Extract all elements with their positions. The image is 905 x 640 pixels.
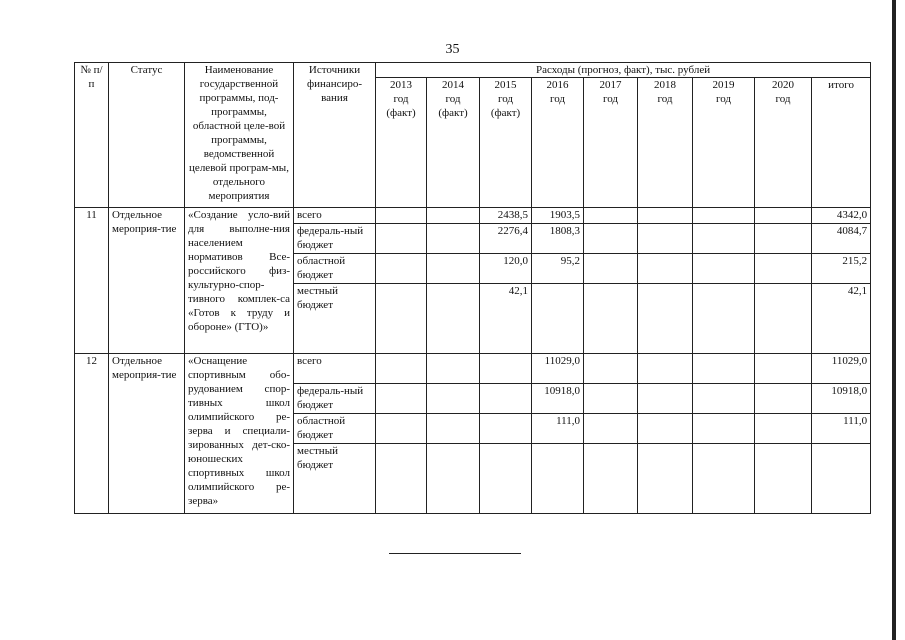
row-total: 10918,0 [812, 384, 871, 414]
header-year-year: 2019 [712, 79, 735, 91]
footnote-divider [389, 553, 521, 554]
row-value-2014 [427, 208, 480, 224]
row-value-2015: 2438,5 [480, 208, 532, 224]
row-value-2020 [755, 414, 812, 444]
row-value-2014 [427, 224, 480, 254]
row-value-2015 [480, 354, 532, 384]
row-value-2014 [427, 384, 480, 414]
row-source: всего [294, 354, 376, 384]
header-year-year: 2016 [546, 79, 569, 91]
row-value-2017 [584, 414, 638, 444]
row-value-2015: 2276,4 [480, 224, 532, 254]
table-header [75, 63, 871, 208]
row-value-2017 [584, 444, 638, 514]
header-year-year: 2020 [772, 79, 794, 91]
header-source: Источники финансиро-вания [294, 63, 376, 208]
row-value-2015 [480, 444, 532, 514]
row-value-2014 [427, 354, 480, 384]
row-value-2020 [755, 444, 812, 514]
row-source: местный бюджет [294, 284, 376, 354]
row-value-2019 [693, 284, 755, 354]
row-value-2017 [584, 384, 638, 414]
header-status: Статус [109, 63, 185, 208]
row-value-2016 [532, 444, 584, 514]
row-value-2019 [693, 254, 755, 284]
row-value-2017 [584, 284, 638, 354]
row-num: 12 [75, 354, 109, 514]
row-value-2020 [755, 284, 812, 354]
row-value-2016: 95,2 [532, 254, 584, 284]
row-value-2019 [693, 444, 755, 514]
header-year-kind: (факт) [438, 107, 468, 119]
row-value-2020 [755, 254, 812, 284]
row-num: 11 [75, 208, 109, 354]
header-year-2020 [755, 78, 812, 208]
row-value-2018 [638, 414, 693, 444]
row-value-2018 [638, 284, 693, 354]
row-source: местный бюджет [294, 444, 376, 514]
row-value-2019 [693, 384, 755, 414]
row-total: 4342,0 [812, 208, 871, 224]
row-value-2013 [376, 224, 427, 254]
header-year-year: 2013 [390, 79, 412, 91]
header-year-year: 2018 [654, 79, 676, 91]
header-row-top [75, 63, 871, 78]
row-total: 11029,0 [812, 354, 871, 384]
row-source: федераль-ный бюджет [294, 384, 376, 414]
row-value-2019 [693, 354, 755, 384]
row-total: 42,1 [812, 284, 871, 354]
header-year-2014 [427, 78, 480, 208]
header-year-2018 [638, 78, 693, 208]
row-value-2013 [376, 284, 427, 354]
header-total: итого [812, 78, 871, 208]
header-num: № п/п [75, 63, 109, 208]
row-value-2015: 42,1 [480, 284, 532, 354]
header-year-2017 [584, 78, 638, 208]
header-year-year: 2014 [442, 79, 464, 91]
row-value-2016: 111,0 [532, 414, 584, 444]
row-value-2014 [427, 284, 480, 354]
page-edge-line [892, 0, 896, 640]
row-source: областной бюджет [294, 414, 376, 444]
header-year-unit: год [602, 93, 619, 105]
header-expenses: Расходы (прогноз, факт), тыс. рублей [376, 63, 871, 78]
row-value-2017 [584, 254, 638, 284]
row-value-2015: 120,0 [480, 254, 532, 284]
row-value-2019 [693, 224, 755, 254]
header-year-unit: год [549, 93, 566, 105]
header-year-2016 [532, 78, 584, 208]
row-value-2013 [376, 208, 427, 224]
row-value-2018 [638, 208, 693, 224]
header-year-2013 [376, 78, 427, 208]
row-value-2013 [376, 254, 427, 284]
row-value-2018 [638, 354, 693, 384]
row-value-2020 [755, 384, 812, 414]
row-total: 215,2 [812, 254, 871, 284]
row-value-2014 [427, 444, 480, 514]
row-source: областной бюджет [294, 254, 376, 284]
row-source: федераль-ный бюджет [294, 224, 376, 254]
table-body [75, 208, 871, 514]
row-value-2013 [376, 384, 427, 414]
row-total: 111,0 [812, 414, 871, 444]
header-year-kind: (факт) [490, 107, 521, 119]
header-name: Наименование государственной программы, под-программы, областной целе-вой программы, ведомственной целевой програм-мы, отдельного мероприятия [185, 63, 294, 208]
header-year-year: 2017 [599, 79, 622, 91]
row-name: «Создание усло-вий для выполне-ния населением нормативов Все-российского физ-культурно-спор-тивного комплек-са «Готов к труду и обороне» (ГТО)» [185, 208, 294, 354]
row-status: Отдельное мероприя-тие [109, 208, 185, 354]
row-value-2017 [584, 354, 638, 384]
header-year-2019 [693, 78, 755, 208]
row-value-2016: 1808,3 [532, 224, 584, 254]
page-number: 35 [445, 42, 460, 57]
row-value-2019 [693, 414, 755, 444]
row-value-2016: 11029,0 [532, 354, 584, 384]
row-value-2019 [693, 208, 755, 224]
header-year-year: 2015 [494, 79, 517, 91]
header-year-2015 [480, 78, 532, 208]
header-year-unit: год [393, 93, 409, 105]
row-total [812, 444, 871, 514]
row-value-2013 [376, 354, 427, 384]
row-value-2018 [638, 384, 693, 414]
row-value-2015 [480, 414, 532, 444]
table-row [75, 354, 871, 384]
header-year-unit: год [775, 93, 791, 105]
row-value-2013 [376, 414, 427, 444]
budget-table [74, 62, 871, 514]
header-year-unit: год [445, 93, 461, 105]
row-value-2018 [638, 444, 693, 514]
row-value-2017 [584, 224, 638, 254]
row-name: «Оснащение спортивным обо-рудованием спор-тивных школ олимпийского ре-зерва и специали-зированных дет-ско-юношеских спортивных школ олимпийского ре-зерва» [185, 354, 294, 514]
row-value-2020 [755, 208, 812, 224]
row-value-2020 [755, 224, 812, 254]
row-status: Отдельное мероприя-тие [109, 354, 185, 514]
row-value-2018 [638, 224, 693, 254]
header-year-kind: (факт) [386, 107, 416, 119]
row-total: 4084,7 [812, 224, 871, 254]
row-value-2014 [427, 254, 480, 284]
row-source: всего [294, 208, 376, 224]
table-row [75, 208, 871, 224]
row-value-2016: 10918,0 [532, 384, 584, 414]
row-value-2015 [480, 384, 532, 414]
row-value-2018 [638, 254, 693, 284]
header-year-unit: год [497, 93, 514, 105]
header-year-unit: год [715, 93, 732, 105]
row-value-2014 [427, 414, 480, 444]
row-value-2013 [376, 444, 427, 514]
row-value-2016: 1903,5 [532, 208, 584, 224]
row-value-2017 [584, 208, 638, 224]
row-value-2020 [755, 354, 812, 384]
header-year-unit: год [657, 93, 673, 105]
row-value-2016 [532, 284, 584, 354]
